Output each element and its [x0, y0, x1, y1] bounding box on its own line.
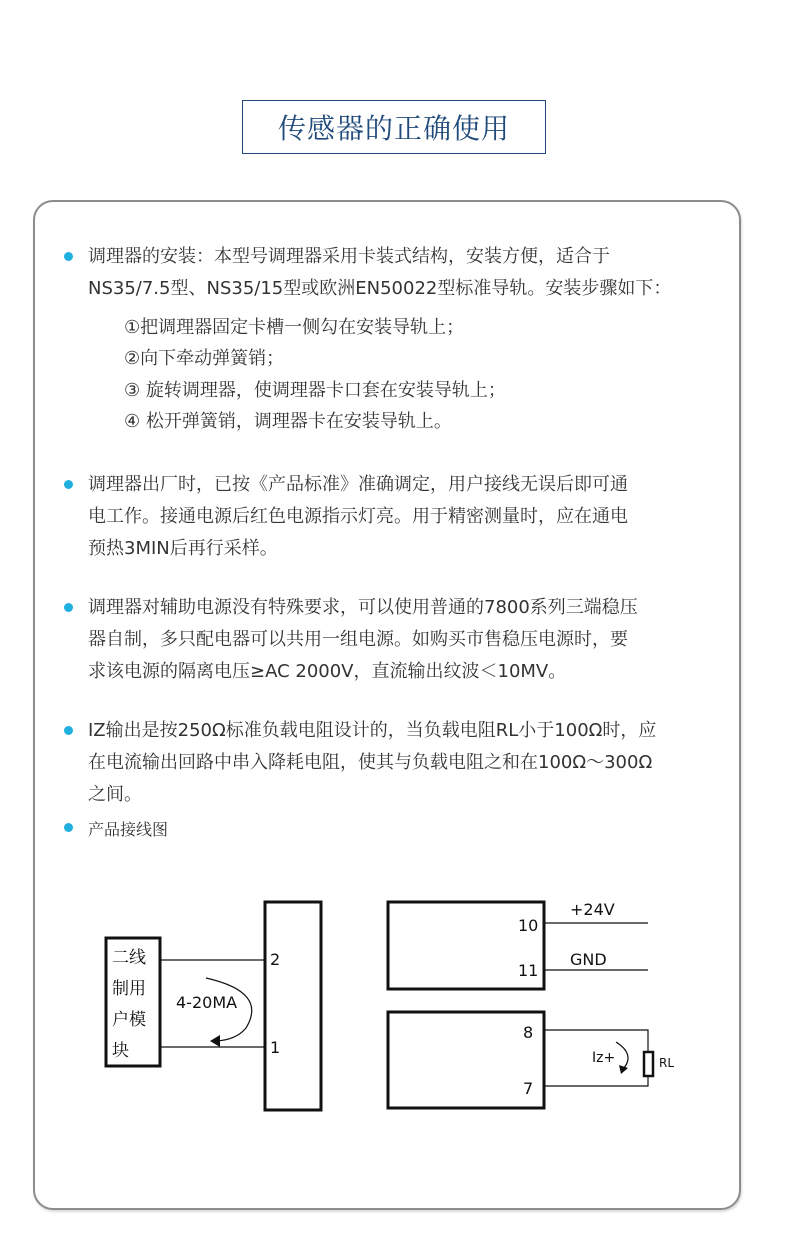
install-step-4: ④ 松开弹簧销，调理器卡在安装导轨上。: [124, 411, 452, 432]
pin-11-label: 11: [518, 961, 539, 980]
text-line: 电工作。接通电源后红色电源指示灯亮。用于精密测量时，应在通电: [88, 506, 628, 527]
text-line: 调理器对辅助电源没有特殊要求，可以使用普通的7800系列三端稳压: [88, 597, 638, 618]
text-line: IZ输出是按250Ω标准负载电阻设计的，当负载电阻RL小于100Ω时，应: [88, 720, 657, 741]
text-line: 调理器出厂时，已按《产品标准》准确调定，用户接线无误后即可通: [88, 474, 628, 495]
ground-label: GND: [570, 950, 607, 969]
text-line: 之间。: [88, 784, 142, 805]
terminal-1-label: 1: [270, 1038, 281, 1057]
text-line: 求该电源的隔离电压≥AC 2000V，直流输出纹波＜10MV。: [88, 661, 567, 682]
text-line: NS35/7.5型、NS35/15型或欧洲EN50022型标准导轨。安装步骤如下：: [88, 278, 672, 299]
pin-10-label: 10: [518, 916, 539, 935]
text-line: 调理器的安装：本型号调理器采用卡装式结构，安装方便，适合于: [88, 246, 610, 267]
install-step-3: ③ 旋转调理器，使调理器卡口套在安装导轨上；: [124, 380, 506, 401]
load-resistor: [644, 1052, 653, 1076]
install-step-1: ①把调理器固定卡槽一侧勾在安装导轨上；: [124, 317, 465, 338]
arrow-head: [619, 1065, 628, 1074]
text-line: 产品接线图: [88, 820, 169, 839]
module-label-line: 二线: [112, 948, 146, 968]
output-terminal-box: [388, 1012, 544, 1108]
pin-8-label: 8: [523, 1023, 534, 1042]
text-line: 器自制，多只配电器可以共用一组电源。如购买市售稳压电源时，要: [88, 629, 628, 650]
iz-current-arrow: [616, 1042, 628, 1068]
install-step-2: ②向下牵动弹簧销；: [124, 348, 285, 369]
rl-label: RL: [659, 1056, 675, 1070]
page-title: 传感器的正确使用: [242, 100, 546, 154]
module-label-line: 制用: [112, 979, 146, 999]
current-range-label: 4-20MA: [176, 993, 238, 1012]
pin-7-label: 7: [523, 1079, 534, 1098]
module-label-line: 户模: [112, 1010, 146, 1030]
module-label-line: 块: [112, 1041, 129, 1061]
iz-current-label: Iz+: [592, 1050, 616, 1066]
text-line: 预热3MIN后再行采样。: [88, 538, 278, 559]
arrow-head: [210, 1035, 220, 1047]
conditioner-terminal-box: [265, 902, 321, 1110]
terminal-2-label: 2: [270, 950, 281, 969]
supply-voltage-label: +24V: [570, 900, 615, 919]
text-line: 在电流输出回路中串入降耗电阻，使其与负载电阻之和在100Ω～300Ω: [88, 752, 653, 773]
